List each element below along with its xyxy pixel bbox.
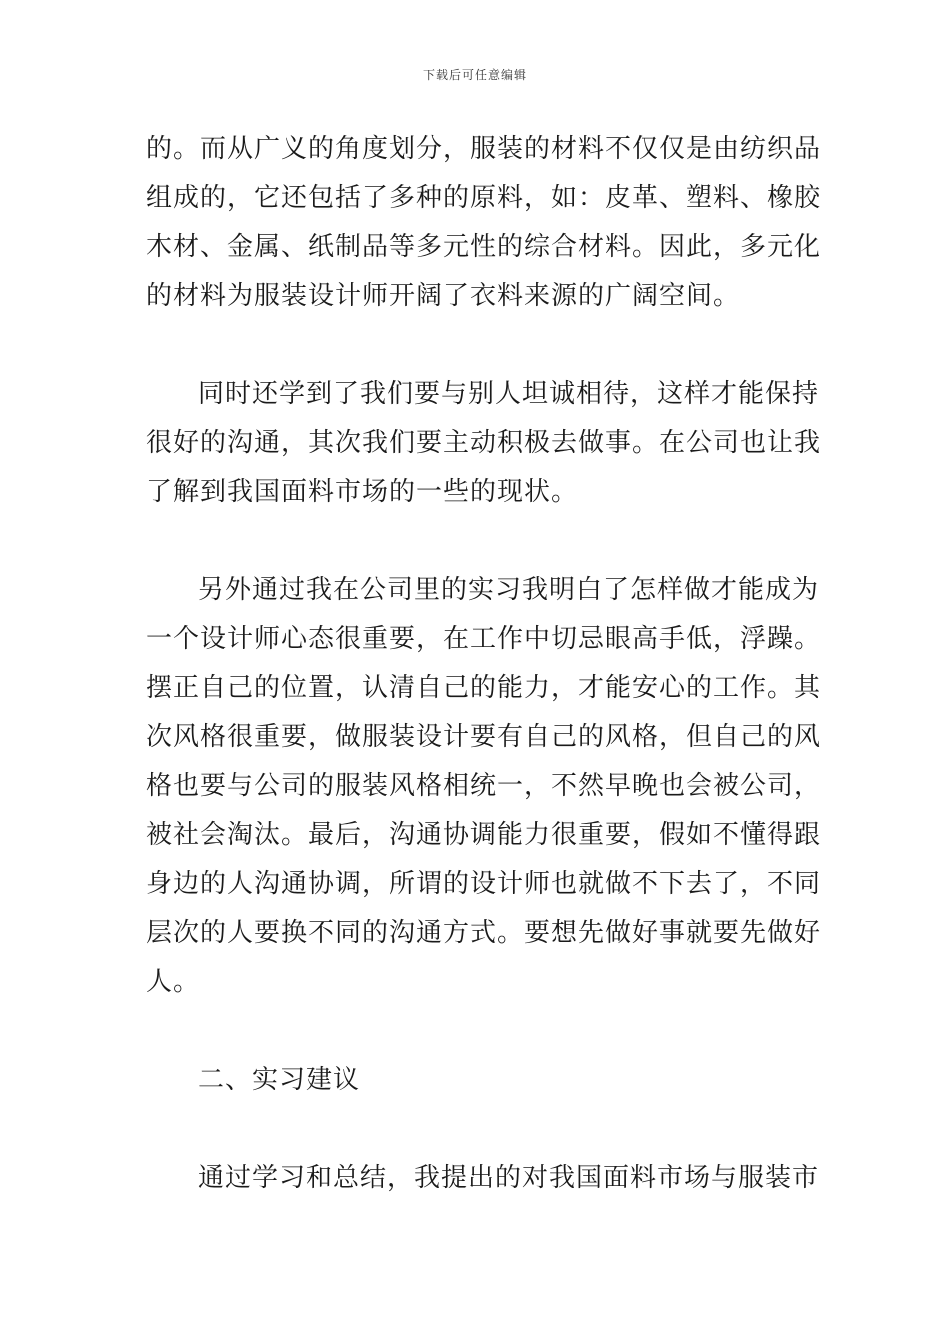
paragraph xyxy=(146,125,822,321)
paragraph-gap xyxy=(146,517,810,566)
text-line: 身边的人沟通协调，所谓的设计师也就做不下去了，不同 xyxy=(146,869,822,899)
section-heading xyxy=(146,1056,810,1105)
paragraph-gap xyxy=(146,321,810,370)
text-line: 的材料为服装设计师开阔了衣料来源的广阔空间。 xyxy=(146,281,741,311)
text-line: 通过学习和总结，我提出的对我国面料市场与服装市 xyxy=(198,1163,820,1193)
paragraph xyxy=(146,1154,820,1203)
text-line: 组成的，它还包括了多种的原料，如：皮革、塑料、橡胶 xyxy=(146,183,822,213)
text-line: 一个设计师心态很重要，在工作中切忌眼高手低，浮躁。 xyxy=(146,624,822,654)
paragraph-gap xyxy=(146,1007,810,1056)
text-line: 的。而从广义的角度划分，服装的材料不仅仅是由纺织品 xyxy=(146,134,822,164)
paragraph xyxy=(146,566,822,1007)
text-line: 被社会淘汰。最后，沟通协调能力很重要，假如不懂得跟 xyxy=(146,820,822,850)
text-line: 同时还学到了我们要与别人坦诚相待，这样才能保持 xyxy=(198,379,820,409)
document-body xyxy=(146,125,822,1203)
text-line: 层次的人要换不同的沟通方式。要想先做好事就要先做好 xyxy=(146,918,822,948)
header-note: 下载后可任意编辑 xyxy=(422,68,527,82)
text-line: 格也要与公司的服装风格相统一，不然早晚也会被公司， xyxy=(146,771,822,801)
text-line: 了解到我国面料市场的一些的现状。 xyxy=(146,477,579,507)
heading-text: 二、实习建议 xyxy=(198,1065,361,1095)
text-line: 摆正自己的位置，认清自己的能力，才能安心的工作。其 xyxy=(146,673,822,703)
paragraph xyxy=(146,370,822,517)
text-line: 人。 xyxy=(146,967,201,997)
paragraph-gap xyxy=(146,1105,810,1154)
text-line: 木材、金属、纸制品等多元性的综合材料。因此，多元化 xyxy=(146,232,822,262)
text-line: 次风格很重要，做服装设计要有自己的风格，但自己的风 xyxy=(146,722,822,752)
text-line: 很好的沟通，其次我们要主动积极去做事。在公司也让我 xyxy=(146,428,822,458)
text-line: 另外通过我在公司里的实习我明白了怎样做才能成为 xyxy=(198,575,820,605)
